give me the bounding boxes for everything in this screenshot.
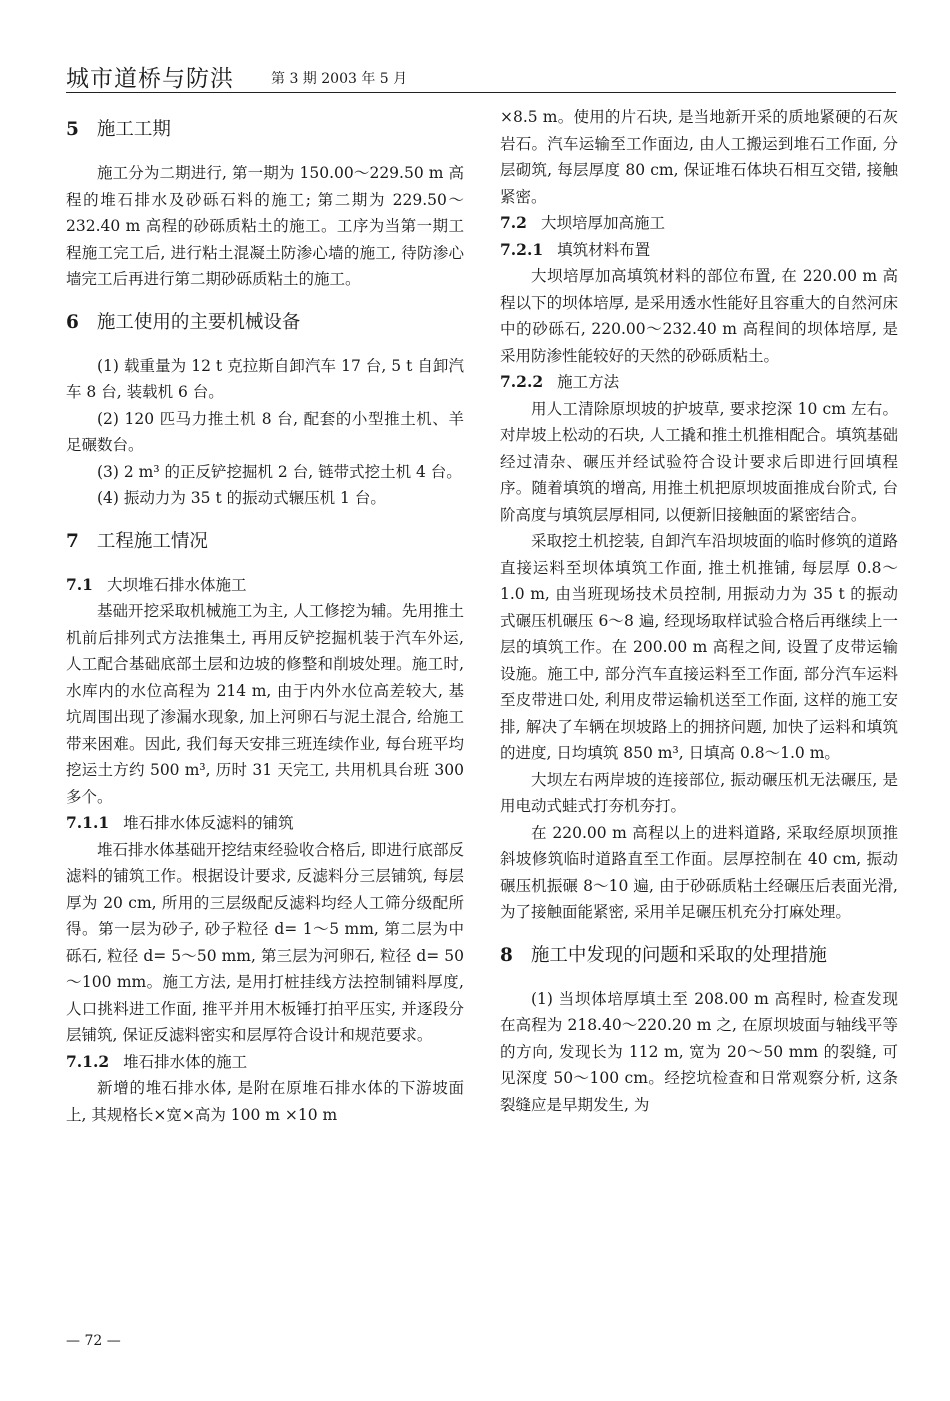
journal-title: 城市道桥与防洪 — [66, 66, 234, 92]
subsection-7-2-1-heading: 7.2.1 填筑材料布置 — [500, 239, 651, 259]
section-8-heading: 8 施工中发现的问题和采取的处理措施 — [500, 944, 827, 966]
left-column — [66, 108, 464, 1128]
equipment-item: (1) 载重量为 12 t 克拉斯自卸汽车 17 台, 5 t 自卸汽车 8 台, 装载机 6 台。 — [66, 356, 464, 401]
subsection-7-1-2-heading: 7.1.2 堆石排水体的施工 — [66, 1051, 248, 1071]
paragraph-continued: ×8.5 m。使用的片石块, 是当地新开采的质地紧硬的石灰岩石。汽车运输至工作面边, 由人工搬运到堆石工作面, 分层砌筑, 每层厚度 80 cm, 保证堆石体块石相互交错, 接触紧密。 — [500, 108, 898, 206]
section-5-heading: 5 施工工期 — [66, 119, 171, 140]
equipment-item: (3) 2 m³ 的正反铲挖掘机 2 台, 链带式挖土机 4 台。 — [97, 462, 462, 481]
paragraph: 大坝培厚加高填筑材料的部位布置, 在 220.00 m 高程以下的坝体培厚, 是采用透水性能好且容重大的自然河床中的砂砾石, 220.00～232.40 m 高程间的坝体培厚, 是采用防渗性能较好的天然的砂砾质粘土。 — [500, 267, 898, 365]
section-6-heading: 6 施工使用的主要机械设备 — [66, 311, 301, 333]
subsection-7-1-1-heading: 7.1.1 堆石排水体反滤料的铺筑 — [66, 813, 294, 832]
subsection-7-2-2-heading: 7.2.2 施工方法 — [500, 372, 620, 391]
subsection-7-2-heading: 7.2 大坝培厚加高施工 — [500, 213, 665, 232]
paragraph: 新增的堆石排水体, 是附在原堆石排水体的下游坡面上, 其规格长×宽×高为 100 m ×10 m — [66, 1079, 464, 1124]
paragraph: 大坝左右两岸坡的连接部位, 振动碾压机无法碾压, 是用电动式蛙式打夯机夯打。 — [500, 770, 898, 815]
paragraph: 在 220.00 m 高程以上的进料道路, 采取经原坝顶推斜坡修筑临时道路直至工作面。层厚控制在 40 cm, 振动碾压机振碾 8～10 遍, 由于砂砾质粘土经碾压后表面光滑, 为了接触面能紧密, 采用羊足碾压机充分打麻处理。 — [500, 823, 898, 921]
equipment-item: (2) 120 匹马力推土机 8 台, 配套的小型推土机、羊足碾数台。 — [66, 409, 464, 454]
page-number: — 72 — — [66, 1333, 121, 1349]
paragraph: 施工分为二期进行, 第一期为 150.00～229.50 m 高程的堆石排水及砂砾石料的施工; 第二期为 229.50～232.40 m 高程的砂砾质粘土的施工。工序为当第一期工程施工完工后, 进行粘土混凝土防渗心墙的施工, 待防渗心墙完工后再进行第二期砂砾质粘土的施工。 — [66, 164, 464, 288]
paragraph: 用人工清除原坝坡的护坡草, 要求挖深 10 cm 左右。对岸坡上松动的石块, 人工撬和推土机推相配合。填筑基础经过清杂、碾压并经试验符合设计要求后即进行回填程序。随着填筑的增高, 用推土机把原坝坡面推成台阶式, 台阶高度与填筑层厚相同, 以便新旧接触面的紧密结合。 — [500, 399, 898, 524]
right-column — [500, 104, 898, 1118]
paragraph: 采取挖土机挖装, 自卸汽车沿坝坡面的临时修筑的道路直接运料至坝体填筑工作面, 推土机推铺, 每层厚 0.8～1.0 m, 由当班现场技术员控制, 用振动力为 35 t 的振动式碾压机碾压 6～8 遍, 经现场取样试验合格后再继续上一层的填筑工作。在 200.00 m 高程之间, 设置了皮带运输设施。施工中, 部分汽车直接运料至工作面, 部分汽车运料至皮带进口处, 利用皮带运输机送至工作面, 这样的施工安排, 解决了车辆在坝坡路上的拥挤问题, 加快了运料和填筑的进度, 日均填筑 850 m³, 日填高 0.8～1.0 m。 — [500, 532, 898, 762]
paragraph: (1) 当坝体培厚填土至 208.00 m 高程时, 检查发现在高程为 218.40～220.20 m 之, 在原坝坡面与轴线平等的方向, 发现长为 112 m, 宽为 20～50 mm 的裂缝, 可见深度 50～100 cm。经挖坑检查和日常观察分析, 这条裂缝应是早期发生, 为 — [500, 989, 898, 1114]
issue-info: 第 3 期 2003 年 5 月 — [271, 71, 408, 87]
subsection-7-1-heading: 7.1 大坝堆石排水体施工 — [66, 574, 247, 594]
section-7-heading: 7 工程施工情况 — [66, 530, 208, 552]
equipment-item: (4) 振动力为 35 t 的振动式辗压机 1 台。 — [97, 489, 386, 507]
paragraph: 基础开挖采取机械施工为主, 人工修挖为辅。先用推土机前后排列式方法推集土, 再用反铲挖掘机装于汽车外运, 人工配合基础底部土层和边坡的修整和削坡处理。施工时, 水库内的水位高程为 214 m, 由于内外水位高差较大, 基坑周围出现了渗漏水现象, 加上河卵石与泥土混合, 给施工带来困难。因此, 我们每天安排三班连续作业, 每台班平均挖运土方约 500 m³, 历时 31 天完工, 共用机具台班 300 多个。 — [66, 602, 464, 806]
running-header — [66, 58, 896, 93]
paragraph: 堆石排水体基础开挖结束经验收合格后, 即进行底部反滤料的铺筑工作。根据设计要求, 反滤料分三层铺筑, 每层厚为 20 cm, 所用的三层级配反滤料均经人工筛分级配所得。第一层为砂子, 砂子粒径 d= 1～5 mm, 第二层为中砾石, 粒径 d= 5～50 mm, 第三层为河卵石, 粒径 d= 50～100 mm。施工方法, 是用打桩挂线方法控制铺料厚度, 人口挑料进工作面, 推平并用木板锤打拍平压实, 并逐段分层铺筑, 保证反滤料密实和层厚符合设计和规范要求。 — [66, 840, 464, 1044]
